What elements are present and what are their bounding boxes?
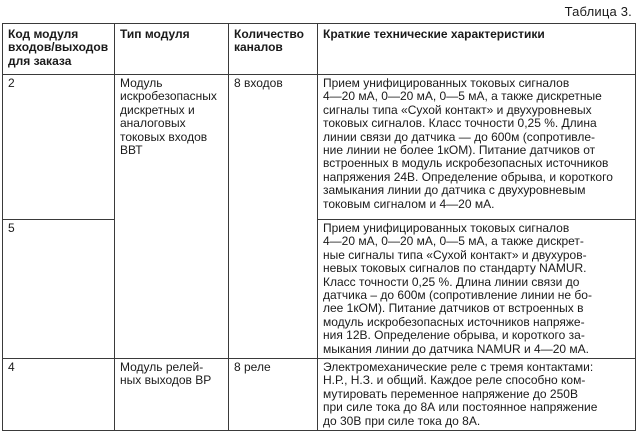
- cell-channel-count: 8 реле: [229, 359, 318, 431]
- cell-order-code: 4: [3, 359, 115, 431]
- table-row: [3, 359, 636, 431]
- cell-channel-count: 8 входов: [229, 75, 318, 359]
- cell-specifications: Прием унифицированных токовых сигналов 4—20 мА, 0—20 мА, 0—5 мА, а также дискретные сигналы типа «Сухой контакт» и двухуровневых токовых сигналов. Класс точности 0,25 %. Длина линии связи до датчика — до 600м (сопротивле- ние линии не более 1кОМ). Питание датчиков от встроенных в модуль искробезопасных источников напряжения 24В. Определение обрыва, и короткого замыкания линии до датчика с двухуровневым токовым сигналом и 4—20 мА.: [318, 75, 636, 220]
- cell-order-code: 2: [3, 75, 115, 220]
- specification-table: [2, 23, 636, 431]
- table-row: [3, 75, 636, 220]
- header-specifications: Краткие технические характеристики: [318, 24, 636, 75]
- cell-order-code: 5: [3, 220, 115, 359]
- cell-specifications: Прием унифицированных токовых сигналов 4—20 мА, 0—20 мА, 0—5 мА, а также дискрет- ные сигналы типа «Сухой контакт» и двухуров- невых токовых сигналов по стандарту NAMUR. Класс точности 0,25 %. Длина линии связи до датчика – до 600м (сопротивление линии не бо- лее 1кОМ). Питание датчиков от встроенных в модуль искробезопасных источников напряже- ния 12В. Определение обрыва, и короткого за- мыкания линии до датчика NAMUR и 4—20 мА.: [318, 220, 636, 359]
- cell-module-type: Модуль релей- ных выходов ВР: [115, 359, 229, 431]
- cell-specifications: Электромеханические реле с тремя контактами: Н.Р., Н.З. и общий. Каждое реле способно ком- мутировать переменное напряжение до 250В при силе тока до 8А или постоянное напряжение до 30В при силе тока до 8А.: [318, 359, 636, 431]
- table-caption: Таблица 3.: [564, 4, 632, 19]
- header-channel-count: Количество каналов: [229, 24, 318, 75]
- cell-module-type: Модуль искробезопасных дискретных и аналоговых токовых входов ВВТ: [115, 75, 229, 359]
- header-module-type: Тип модуля: [115, 24, 229, 75]
- header-order-code: Код модуля входов/выходов для заказа: [3, 24, 115, 75]
- table-header-row: [3, 24, 636, 75]
- table-row: [3, 220, 636, 359]
